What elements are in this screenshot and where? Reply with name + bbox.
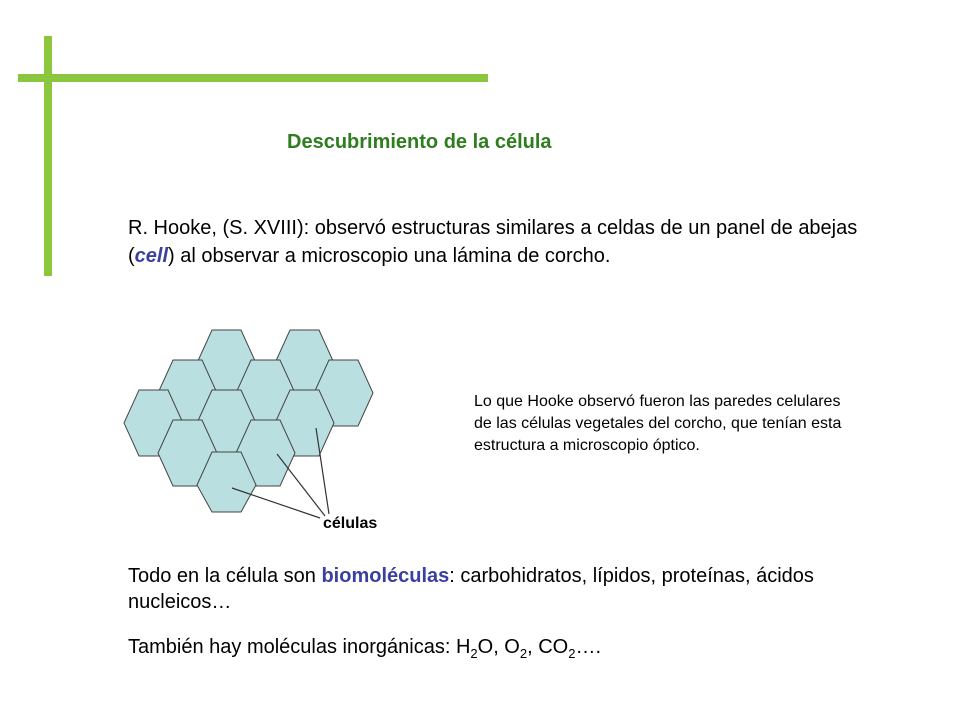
honeycomb-cells-diagram [110, 320, 440, 540]
biomolecules-paragraph [128, 563, 918, 615]
ending-text: …. [575, 636, 602, 658]
intro-paragraph [128, 214, 908, 270]
bio-text-start: Todo en la célula son [128, 565, 322, 587]
inorganic-paragraph [128, 634, 918, 667]
hexagon-cells [124, 330, 373, 512]
intro-text-start: R. Hooke, (S. XVIII): observó estructuras similares a celdas de un panel de abejas ( [128, 217, 858, 267]
slide-title: Descubrimiento de la célula [287, 131, 552, 153]
decorative-horizontal-bar [18, 74, 488, 82]
hooke-note: Lo que Hooke observó fueron las paredes celulares de las células vegetales del corcho, que tenían esta estructura a microscopio óptico. [474, 393, 842, 454]
pointer-line [277, 454, 325, 516]
decorative-vertical-bar [44, 36, 52, 276]
o2-subscript: 2 [519, 646, 528, 661]
co2-subscript: 2 [568, 646, 576, 661]
inorganic-text-start: También hay moléculas inorgánicas: H [128, 636, 471, 658]
biomolecules-term: biomoléculas [321, 565, 450, 587]
h2o-subscript: 2 [470, 646, 478, 661]
intro-text-end: ) al observar a microscopio una lámina de corcho. [168, 245, 611, 267]
bio-text-end: : carbohidratos, lípidos, proteínas, ácidos nucleicos… [128, 565, 814, 613]
o2-text: , CO [527, 636, 569, 658]
cells-label: células [323, 515, 378, 532]
h2o-text: O, O [477, 636, 520, 658]
cell-term: cell [134, 245, 169, 267]
